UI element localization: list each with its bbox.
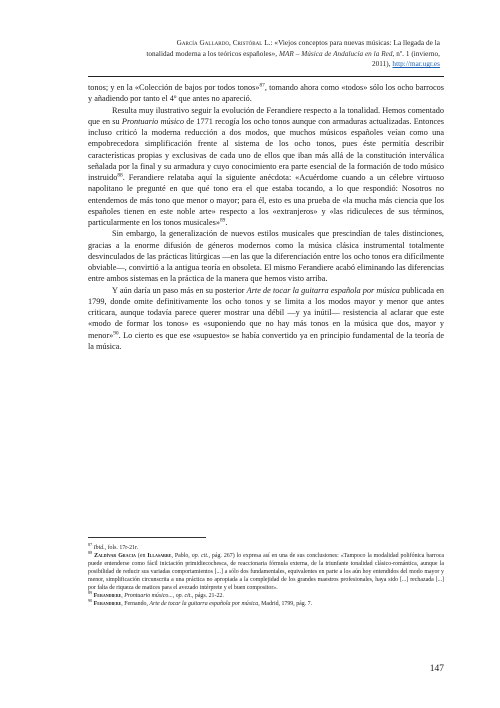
footnote-87-ibid: Ibid [93,545,104,551]
header-year: 2011), [371,60,391,69]
header-title-part2: tonalidad moderna a los teóricos españoles», [146,49,278,58]
paragraph-3: Sin embargo, la generalización de nuevos estilos musicales que prescindían de tales distinciones, gracias a la enorme difusión de géneros modernos como la música clásica instrumental totalmente desvinculados de las prácticas litúrgicas —en las que la diferenciación entre los ocho tonos era difícilmente obviable—, convirtió a la antigua teoría en obsoleta. El mismo Ferandiere acabó eliminando las diferencias entre ambos sistemas en la práctica de la manera que hemos visto arriba. [88,229,444,284]
paragraph-1-text: tonos; y en la «Colección de bajos por todos tonos» [88,83,260,92]
footnote-number: 87 [88,542,93,548]
footnote-90-author: Ferandiere [93,601,122,608]
footnote-90-title: Arte de tocar la guitarra española por música [149,601,259,608]
page-number: 147 [429,664,444,674]
paragraph-1-text-cont: , tomando ahora como «todos» sólo los ocho barrocos y añadiendo por tanto el 4º que antes no apareció. [88,83,444,104]
paragraph-2-text-cont: de 1771 recogía los ocho tonos aunque con armaduras actualizadas. Entonces incluso criticó la moderna reducción a dos modos, que muchos músicos españoles veían como una empobrecedora simplificación frente al sistema de los ocho tonos, pues éste permitía describir características propias y exclusivas de cada uno de ellos que iban más allá de la constitución interválica señalada por la final y su armadura y cuyo conocimiento era parte esencial de la formación de todo músico instruido [88,116,444,182]
footnote-ref-88[interactable]: 88 [117,172,123,179]
book-title-arte: Arte de tocar la guitarra española por música [246,285,400,295]
footnote-88-text: (en [135,553,148,560]
footnote-90 [88,600,444,608]
footnote-ref-87[interactable]: 87 [259,82,265,89]
footnote-89-author: Ferandiere [93,593,122,600]
footnote-88-opcit: op. cit. [191,553,209,560]
footnote-87-text: ., fols. 17r-21r. [103,545,139,551]
footnote-87 [88,544,444,552]
body-text [88,82,444,352]
running-header [100,38,440,70]
footnote-number: 89 [88,590,93,596]
footnote-89-pages: , págs. 21-22. [191,593,224,600]
paragraph-2-end: . [225,218,228,227]
footnote-89 [88,592,444,600]
footnote-88-quote: , pág. 267) lo expresa así en una de sus conclusiones: «Tampoco la modalidad polifónica barroca puede entenderse como fácil iniciación primidiecochesca, de reaccionaria fórmula externa, de la triunfante tonalidad clásico-romántica, aunque la posibilidad de reducir sus variadas comportamientos [...] a sólo dos fundamentales, equivalentes en parte a los aún hoy entendidos del modo mayor y menor, simplificación circunscrita a una práctica no apropiada a la complejidad de los grandes maestros profesionales, haya sido [...] rechazada [...] por falta de riqueza de matices para el avezado intérprete y el buen compositor». [88,553,445,592]
book-title-prontuario: Prontuario músico [121,116,184,126]
footnote-88-text2: , Pablo, [171,553,192,560]
header-title-part1: : «Viejos conceptos para nuevas músicas: La llegada de la [270,39,440,47]
footnote-number: 90 [88,598,93,604]
header-divider [88,76,444,77]
footnote-88-author: Zaldívar Gracia [94,553,136,560]
header-url-link[interactable]: http://mar.ugr.es [392,60,440,69]
paragraph-4-text-cont: publicada en 1799, donde omite definitivamente los ocho tonos y se limita a los modos mayor y menor que antes criticara, aunque todavía parece querer mostrar una débil —y ya inútil— resistencia al aclarar que este «modo de formar los tonos» es «suponiendo que no hay más tonos en la música que dos, mayor y menor» [88,285,444,340]
paragraph-1 [88,82,444,105]
paragraph-4-end: . Lo cierto es que ese «supuesto» se había convertido ya en principio fundamental de la teoría de la música. [88,330,444,351]
paragraph-4-text: Y aún daría un paso más en su posterior [112,285,247,295]
footnote-88-author2: Illasarre [147,553,172,560]
footnote-90-pages: , Madrid, 1799, pág. 7. [258,601,313,608]
footnote-ref-89[interactable]: 89 [219,217,226,224]
paragraph-2 [88,105,444,229]
footnote-90-sep: , Fernando, [121,601,150,608]
footnote-89-title: Prontuario músico..., op. cit. [124,593,192,600]
paragraph-2-text: Resulta muy ilustrativo seguir la evolución de Ferandiere respecto a la tonalidad. Hemos comentado que en su [88,105,444,126]
header-journal: MAR – Música de Andalucía en la Red [278,49,393,58]
header-author: García Gallardo, Cristóbal L. [176,39,271,47]
footnotes [88,544,444,608]
paragraph-4 [88,285,444,353]
footnote-89-sep: , [121,593,125,600]
footnote-88 [88,552,444,592]
footnote-ref-90[interactable]: 90 [113,329,119,336]
paragraph-2-text-anecdote: . Ferandiere relataba aquí la siguiente anécdota: «Acuérdome cuando a un célebre virtuoso napolitano le pregunté en que qué tono era el que estaba tocando, a lo que respondió: Nosotros no entendemos de más tono que menor o mayor; para él, esto es una prueba de «la mucha más ciencia que los españoles tienen en este noble arte» respecto a los «extranjeros» y «las ridiculeces de sus términos, particularmente en los tonos musicales» [88,173,444,227]
footnote-separator [88,537,206,538]
footnote-number: 88 [88,550,93,556]
header-issue: , nº. 1 (invierno, [392,49,440,58]
